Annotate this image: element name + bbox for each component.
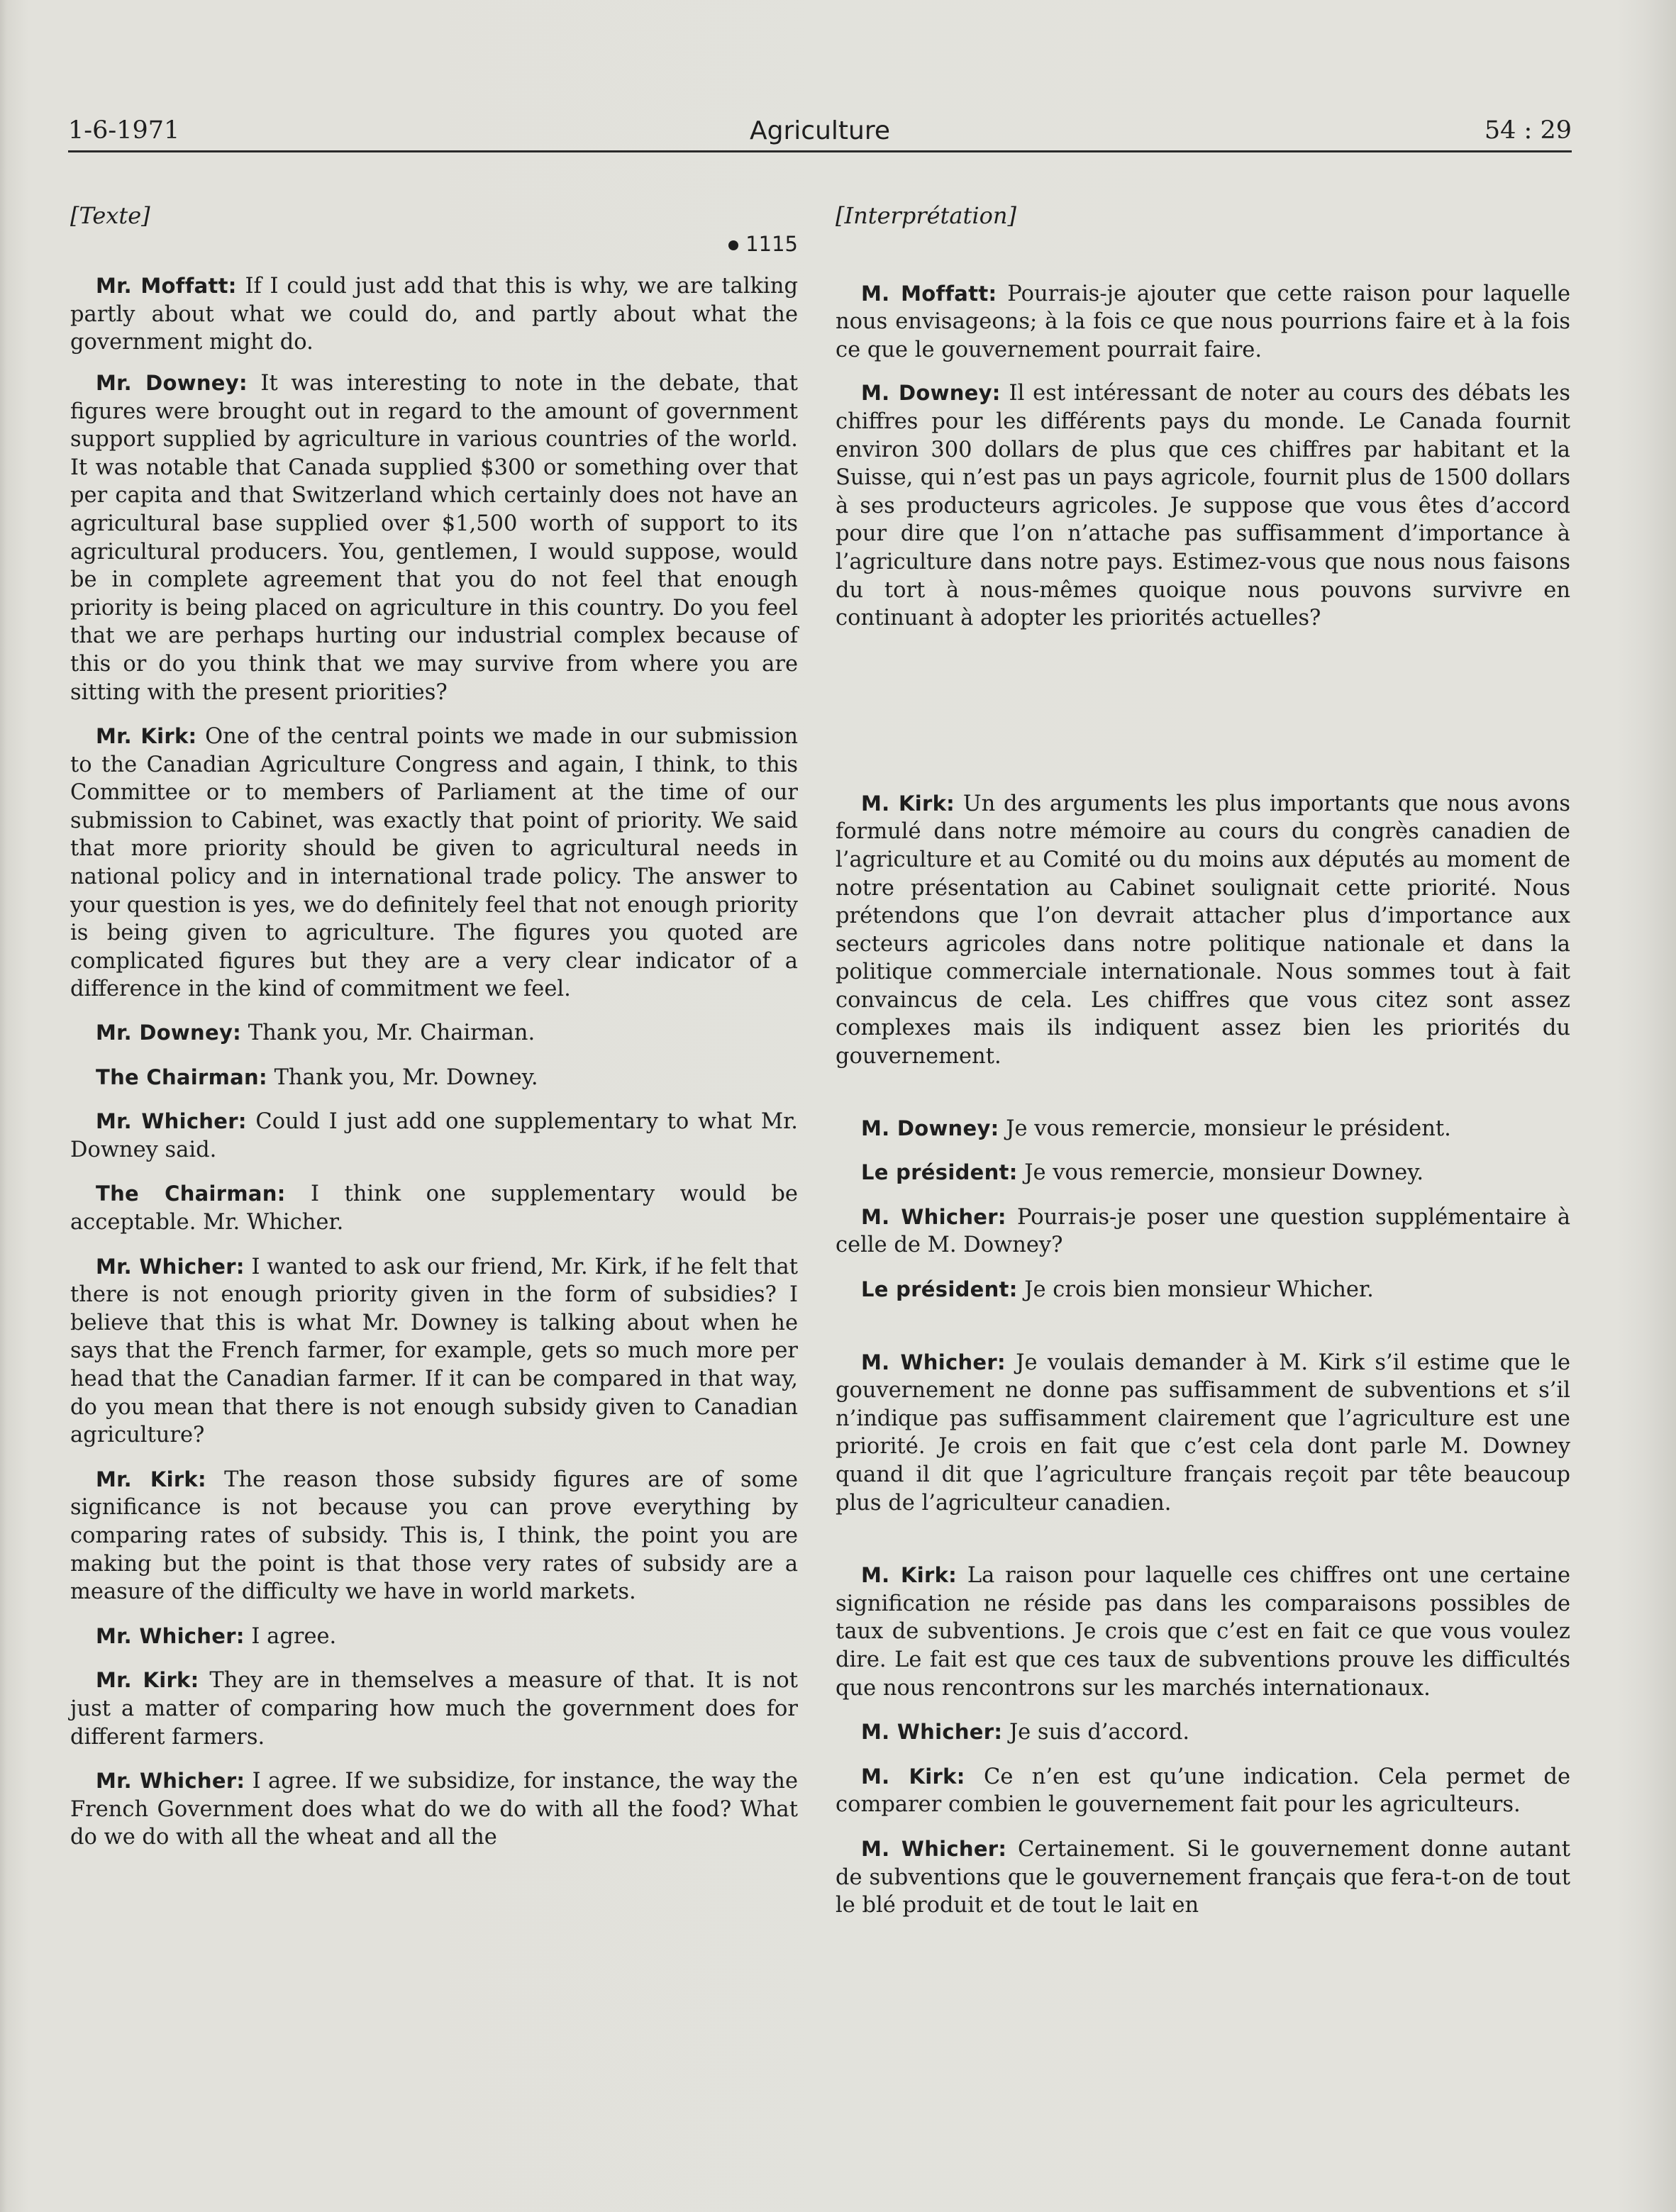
- speaker-name: M. Whicher:: [861, 1836, 1007, 1861]
- paragraph-text: Could I just add one supplementary to what Mr. Downey said.: [70, 1109, 799, 1162]
- paragraph: [70, 1019, 798, 1047]
- speaker-name: Mr. Kirk:: [96, 1668, 199, 1693]
- speaker-name: Le président:: [861, 1160, 1018, 1185]
- english-column: [70, 202, 798, 1852]
- paragraph: [70, 1466, 798, 1606]
- paragraph: [836, 280, 1570, 365]
- time-marker-value: 1115: [745, 231, 798, 256]
- paragraph-text: Je voulais demander à M. Kirk s’il estime que le gouvernement ne donne pas suffisamment de subventions et s’il n’indique pas suffisamment clairement que l’agriculture est une priorité. Je crois en fait que c’est cela dont parle M. Downey quand il dit que l’agriculture français reçoit par tête beaucoup plus de l’agriculteur canadien.: [836, 1350, 1570, 1516]
- paragraph: [836, 1115, 1570, 1143]
- page-header: [68, 113, 1572, 152]
- paragraph-text: Il est intéressant de noter au cours des débats les chiffres pour les différents pays du monde. Le Canada fournit environ 300 dollars de plus que ces chiffres par habitant et la Suisse, qui n’est pas un pays agricole, fournit plus de 1500 dollars à ses producteurs agricoles. Je suppose que vous êtes d’accord pour dire que l’on n’attache pas suffisamment d’importance à l’agriculture dans notre pays. Estimez-vous que nous nous faisons du tort à nous-mêmes quoique nous pouvons survivre en continuant à adopter les priorités actuelles?: [836, 381, 1571, 631]
- paragraph: [836, 379, 1570, 632]
- paragraph: [836, 1204, 1570, 1260]
- paragraph: [70, 369, 798, 706]
- paragraph: [836, 1159, 1570, 1187]
- language-tag-french: [Interprétation]: [836, 202, 1016, 229]
- paragraph: [836, 790, 1570, 1071]
- header-page-number: 54 : 29: [1484, 116, 1572, 145]
- speaker-name: M. Whicher:: [861, 1350, 1006, 1374]
- paragraph: [70, 1108, 798, 1164]
- speaker-name: Mr. Downey:: [96, 370, 248, 395]
- paragraph-text: La raison pour laquelle ces chiffres ont une certaine signification ne réside pas dans les comparaisons possibles de taux de subventions. Je crois que c’est en fait ce que vous voulez dire. Le fait est que ces taux de subventions prouve les difficultés que nous rencontrons sur les marchés internationaux.: [836, 1563, 1570, 1701]
- paragraph-text: It was interesting to note in the debate, that figures were brought out in regard to the amount of government support supplied by agriculture in various countries of the world. It was notable that Canada supplied $300 or something over that per capita and that Switzerland which certainly does not have an agricultural base supplied over $1,500 worth of support to its agricultural producers. You, gentlemen, I would suppose, would be in complete agreement that you do not feel that enough priority is being placed on agriculture in this country. Do you feel that we are perhaps hurting our industrial complex because of this or do you think that we may survive from where you are sitting with the present priorities?: [70, 370, 798, 705]
- paragraph: [836, 1349, 1570, 1518]
- paragraph: [70, 1767, 798, 1852]
- speaker-name: M. Whicher:: [861, 1204, 1006, 1229]
- paragraph-text: I wanted to ask our friend, Mr. Kirk, if he felt that there is not enough priority given in the form of subsidies? I believe that this is what Mr. Downey is talking about when he says that the French farmer, for example, gets so much more per head that the Canadian farmer. If it can be compared in that way, do you mean that there is not enough subsidy given to Canadian agriculture?: [70, 1254, 798, 1448]
- speaker-name: Mr. Whicher:: [96, 1623, 245, 1648]
- paragraph: [70, 723, 798, 1004]
- paragraph-text: I think one supplementary would be acceptable. Mr. Whicher.: [70, 1182, 798, 1235]
- paragraph: [70, 1253, 798, 1450]
- paragraph-text: I agree. If we subsidize, for instance, the way the French Government does what do we do with all the food? What do we do with all the wheat and all the: [70, 1769, 798, 1850]
- speaker-name: The Chairman:: [96, 1182, 286, 1206]
- speaker-name: M. Kirk:: [861, 1764, 965, 1789]
- paragraph: [836, 1835, 1570, 1920]
- paragraph: [70, 1623, 798, 1651]
- paragraph-text: One of the central points we made in our submission to the Canadian Agriculture Congress and again, I think, to this Committee or to members of Parliament at the time of our submission to Cabinet, was exactly that point of priority. We said that more priority should be given to agricultural needs in national policy and in international trade policy. The answer to your question is yes, we do definitely feel that not enough priority is being given to agriculture. The figures you quoted are complicated figures but they are a very clear indicator of a difference in the kind of commitment we feel.: [70, 724, 798, 1002]
- paragraph-text: The reason those subsidy figures are of some significance is not because you can prove everything by comparing rates of subsidy. This is, I think, the point you are making but the point is that those very rates of subsidy are a measure of the difficulty we have in world markets.: [70, 1467, 798, 1605]
- header-title: Agriculture: [750, 116, 890, 145]
- paragraph: [70, 272, 798, 357]
- paragraph: [836, 1562, 1570, 1702]
- paragraph-text: Un des arguments les plus importants que nous avons formulé dans notre mémoire au cours du congrès canadien de l’agriculture et au Comité ou du moins aux députés au moment de notre présentation au Cabinet soulignait cette priorité. Nous prétendons que l’on devrait attacher plus d’importance aux secteurs agricoles dans notre politique nationale et dans la politique commerciale internationale. Nous sommes tout à fait convaincus de cela. Les chiffres que vous citez sont assez complexes mais ils indiquent assez bien les priorités du gouvernement.: [836, 791, 1571, 1069]
- speaker-name: Mr. Whicher:: [96, 1769, 245, 1794]
- speaker-name: M. Moffatt:: [861, 281, 997, 306]
- paragraph: [836, 1763, 1570, 1819]
- paragraph-text: Je suis d’accord.: [1002, 1720, 1190, 1745]
- speaker-name: Mr. Kirk:: [96, 1467, 206, 1491]
- bullet-icon: [728, 240, 738, 250]
- speaker-name: M. Downey:: [861, 381, 1001, 406]
- paragraph-text: I agree.: [244, 1623, 337, 1649]
- time-marker: [70, 230, 798, 259]
- paragraph: [70, 1667, 798, 1751]
- speaker-name: M. Whicher:: [861, 1720, 1003, 1745]
- language-tag-english: [Texte]: [70, 202, 150, 229]
- paragraph-text: Ce n’en est qu’une indication. Cela permet de comparer combien le gouvernement fait pour les agriculteurs.: [836, 1764, 1571, 1818]
- paragraph-text: Pourrais-je poser une question supplémentaire à celle de M. Downey?: [836, 1204, 1571, 1258]
- paragraph-text: They are in themselves a measure of that. It is not just a matter of comparing how much the government does for different farmers.: [70, 1668, 799, 1750]
- speaker-name: Mr. Moffatt:: [96, 274, 237, 299]
- speaker-name: Le président:: [861, 1277, 1018, 1302]
- paragraph-text: Je crois bien monsieur Whicher.: [1017, 1277, 1374, 1303]
- speaker-name: Mr. Downey:: [96, 1021, 242, 1045]
- paragraph-text: Je vous remercie, monsieur Downey.: [1017, 1160, 1424, 1186]
- speaker-name: The Chairman:: [96, 1065, 267, 1089]
- paragraph: [836, 1276, 1570, 1304]
- paragraph: [836, 1718, 1570, 1747]
- paragraph: [70, 1180, 798, 1236]
- paragraph: [70, 1064, 798, 1092]
- paragraph-text: Thank you, Mr. Downey.: [267, 1065, 538, 1090]
- paragraph-text: If I could just add that this is why, we are talking partly about what we could do, and partly about what the government might do.: [70, 274, 798, 355]
- header-date: 1-6-1971: [68, 116, 180, 145]
- paragraph-text: Certainement. Si le gouvernement donne autant de subventions que le gouvernement français que fera-t-on de tout le blé produit et de tout le lait en: [836, 1836, 1571, 1918]
- speaker-name: Mr. Whicher:: [96, 1254, 245, 1279]
- speaker-name: M. Kirk:: [861, 1563, 958, 1588]
- speaker-name: M. Kirk:: [861, 791, 955, 816]
- speaker-name: M. Downey:: [861, 1116, 999, 1140]
- speaker-name: Mr. Kirk:: [96, 724, 197, 749]
- french-column: [836, 202, 1570, 1920]
- paragraph-text: Thank you, Mr. Chairman.: [241, 1021, 535, 1046]
- paragraph-text: Pourrais-je ajouter que cette raison pour laquelle nous envisageons; à la fois ce que nous pourrions faire et à la fois ce que le gouvernement pourrait faire.: [836, 281, 1570, 362]
- speaker-name: Mr. Whicher:: [96, 1109, 247, 1134]
- paragraph-text: Je vous remercie, monsieur le président.: [999, 1116, 1451, 1141]
